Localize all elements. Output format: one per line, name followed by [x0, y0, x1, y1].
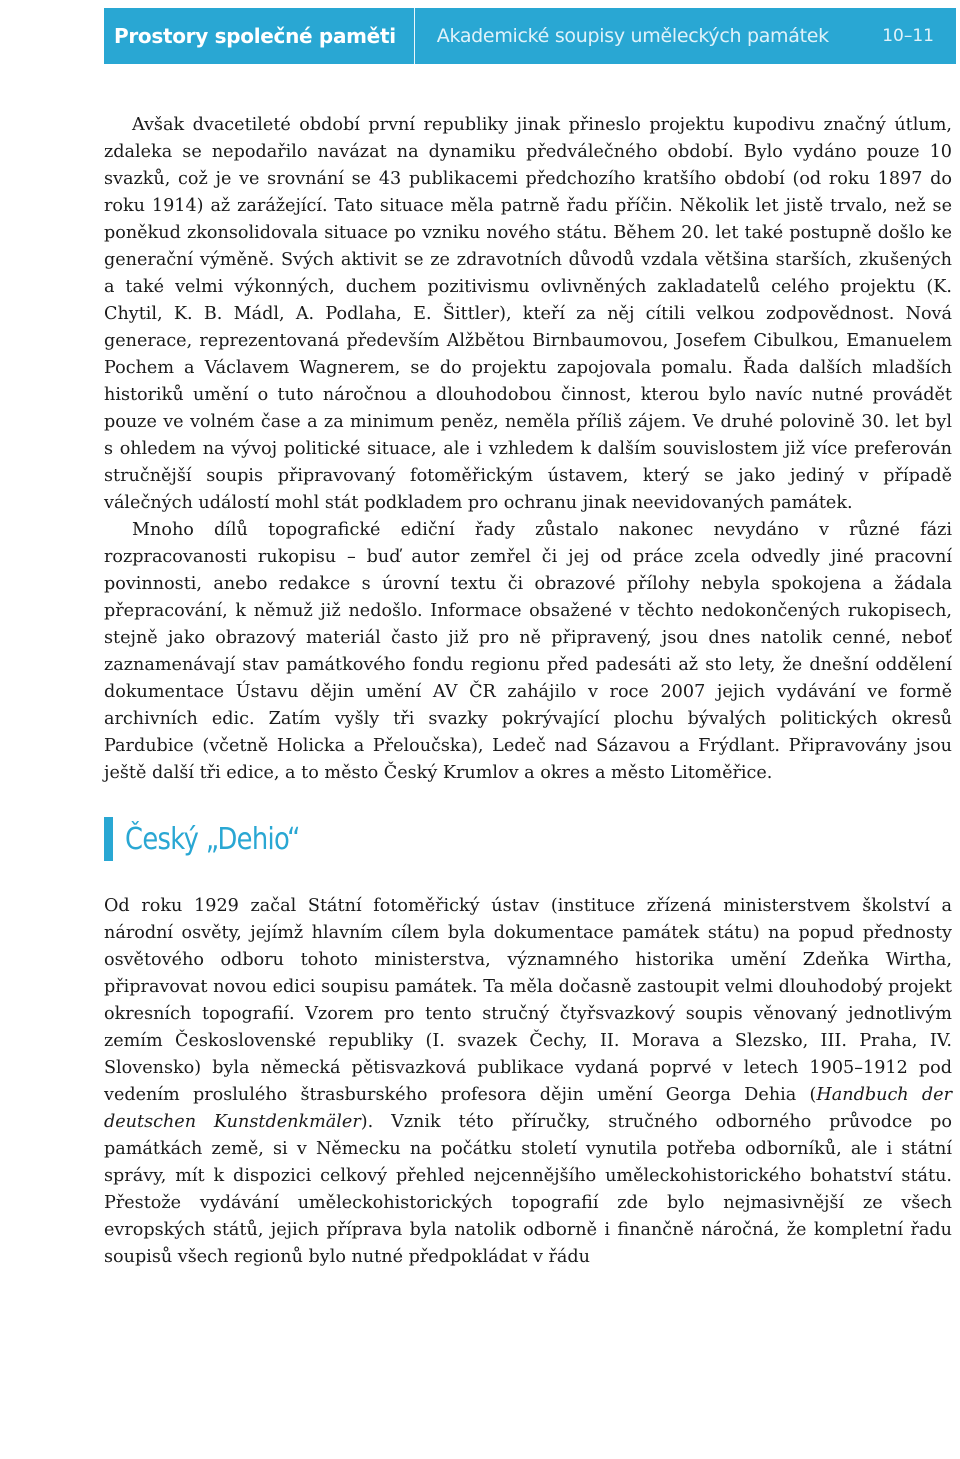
series-title: Prostory společné paměti — [114, 24, 396, 48]
page-numbers: 10–11 — [882, 26, 934, 46]
paragraph-text-part-1: Od roku 1929 začal Státní fotoměřický ústav (instituce zřízená ministerstvem školství a národní osvěty, jejímž hlavním cílem byla dokumentace památek státu) na popud přednosty osvětového odboru tohoto ministerstva, významného historika umění Zdeňka Wirtha, připravovat novou edici soupisu památek. Ta měla dočasně zastoupit velmi dlouhodobý projekt okresních topografií. Vzorem pro tento stručný čtyřsvazkový soupis věnovaný jednotlivým zemím Československé republiky (I. svazek Čechy, II. Morava a Slezsko, III. Praha, IV. Slovensko) byla německá pětisvazková publikace vydaná poprvé v letech 1905–1912 pod vedením proslulého štrasburského profesora dějin umění Georga Dehia ( — [104, 896, 952, 1105]
paragraph-czech-dehio — [104, 893, 952, 1271]
paragraph-text-part-2: ). Vznik této příručky, stručného odborného průvodce po památkách země, si v Německu na počátku století vynutila potřeba odborníků, ale i státní správy, mít k dispozici celkový přehled nejcennějšího uměleckohistorického bohatství státu. Přestože vydávání uměleckohistorických topografií zde bylo nejmasivnější ze všech evropských států, jejich příprava byla natolik odborně i finančně náročná, že kompletní řadu soupisů všech regionů bylo nutné předpokládat v řádu — [104, 1112, 952, 1267]
book-title-italic: Handbuch der deutschen Kunstdenkmäler — [104, 1085, 952, 1132]
publication-subtitle: Akademické soupisy uměleckých památek — [436, 25, 829, 47]
paragraph-unpublished-volumes: Mnoho dílů topografické ediční řady zůstalo nakonec nevydáno v různé fázi rozpracovanosti rukopisu – buď autor zemřel či jej od práce zcela odvedly jiné pracovní povinnosti, anebo redakce s úrovní textu či obrazové přílohy nebyla spokojena a žádala přepracování, k němuž již nedošlo. Informace obsažené v těchto nedokončených rukopisech, stejně jako obrazový materiál často již pro ně připravený, jsou dnes natolik cenné, neboť zaznamenávají stav památkového fondu regionu před padesáti až sto lety, že dnešní oddělení dokumentace Ústavu dějin umění AV ČR zahájilo v roce 2007 jejich vydávání ve formě archivních edic. Zatím vyšly tři svazky pokrývající plochu bývalých politických okresů Pardubice (včetně Holicka a Přeloučska), Ledeč nad Sázavou a Frýdlant. Připravovány jsou ještě další tři edice, a to město Český Krumlov a okres a město Litoměřice. — [104, 520, 952, 783]
section-title: Český „Dehio“ — [125, 821, 300, 857]
section-heading — [104, 817, 952, 861]
paragraph-first-republic: Avšak dvacetileté období první republiky jinak přineslo projektu kupodivu značný útlum, zdaleka se nepodařilo navázat na dynamiku předválečného období. Bylo vydáno pouze 10 svazků, což je ve srovnání se 43 publikacemi předchozího kratšího období (od roku 1897 do roku 1914) až zarážející. Tato situace měla patrně řadu příčin. Několik let jistě trvalo, než se poněkud zkonsolidovala situace po vzniku nového státu. Během 20. let také postupně došlo ke generační výměně. Svých aktivit se ze zdravotních důvodů vzdala většina starších, zkušených a také velmi výkonných, duchem pozitivismu ovlivněných zakladatelů celého projektu (K. Chytil, K. B. Mádl, A. Podlaha, E. Šittler), kteří za něj cítili velkou zodpovědnost. Nová generace, reprezentovaná především Alžbětou Birnbaumovou, Josefem Cibulkou, Emanuelem Pochem a Václavem Wagnerem, se do projektu zapojovala pomalu. Řada dalších mladších historiků umění o tuto náročnou a dlouhodobou činnost, kterou bylo navíc nutné provádět pouze ve volném čase a za minimum peněz, neměla příliš zájem. Ve druhé polovině 30. let byl s ohledem na vývoj politické situace, ale i vzhledem k dalším souvislostem již více preferován stručnější soupis připravovaný fotoměřickým ústavem, který se jako jediný v případě válečných událostí mohl stát podkladem pro ochranu jinak neevidovaných památek. — [104, 115, 952, 513]
page-header — [104, 8, 956, 64]
article-body — [104, 112, 952, 1271]
header-divider — [414, 8, 415, 64]
section-heading-bar — [104, 817, 113, 861]
